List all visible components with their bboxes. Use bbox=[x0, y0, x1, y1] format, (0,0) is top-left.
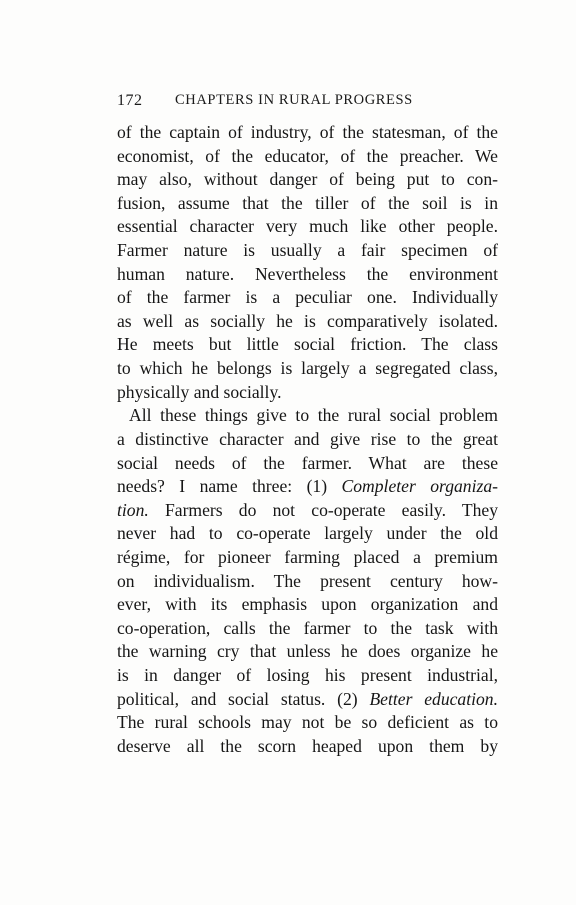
text-line-mixed bbox=[117, 499, 498, 523]
text-line: the warning cry that unless he does organize he bbox=[117, 641, 498, 662]
page-header bbox=[117, 92, 497, 114]
text-line: a distinctive character and give rise to the great bbox=[117, 428, 498, 449]
body-text bbox=[117, 121, 498, 758]
text-line: economist, of the educator, of the preacher. We bbox=[117, 145, 498, 166]
text-line: to which he belongs is largely a segregated class, bbox=[117, 358, 498, 379]
text-line-mixed bbox=[117, 475, 498, 499]
text-line: is in danger of losing his present industrial, bbox=[117, 665, 498, 686]
text-line: The rural schools may not be so deficient as to bbox=[117, 712, 498, 733]
text-line: never had to co-operate largely under the old bbox=[117, 523, 498, 544]
text-line: of the farmer is a peculiar one. Individually bbox=[117, 287, 498, 308]
text-line: deserve all the scorn heaped upon them by bbox=[117, 735, 498, 756]
text-line: as well as socially he is comparatively isolated. bbox=[117, 310, 498, 331]
text-line: Farmer nature is usually a fair specimen of bbox=[117, 240, 498, 261]
text-line: fusion, assume that the tiller of the soil is in bbox=[117, 192, 498, 213]
text-line: physically and socially. bbox=[117, 381, 282, 402]
text-line: social needs of the farmer. What are these bbox=[117, 452, 498, 473]
text-line: co-operation, calls the farmer to the task with bbox=[117, 617, 498, 638]
text-line: régime, for pioneer farming placed a premium bbox=[117, 546, 498, 567]
page-number: 172 bbox=[117, 92, 143, 109]
text-line: He meets but little social friction. The class bbox=[117, 334, 498, 355]
italic-phrase: Completer organiza- bbox=[341, 476, 498, 497]
text-segment: political, and social status. (2) bbox=[117, 688, 370, 709]
paragraph-first-line: All these things give to the rural social problem bbox=[129, 405, 498, 426]
text-line: human nature. Nevertheless the environment bbox=[117, 263, 498, 284]
text-line: on individualism. The present century how- bbox=[117, 570, 498, 591]
italic-phrase: Better education. bbox=[369, 688, 498, 709]
text-line: of the captain of industry, of the statesman, of the bbox=[117, 122, 498, 142]
text-segment: needs? I name three: (1) bbox=[117, 476, 342, 497]
text-line-mixed bbox=[117, 688, 498, 712]
italic-phrase: tion. bbox=[117, 499, 149, 520]
text-segment: Farmers do not co-operate easily. They bbox=[148, 499, 498, 520]
running-head: CHAPTERS IN RURAL PROGRESS bbox=[175, 92, 413, 108]
text-line: may also, without danger of being put to con- bbox=[117, 169, 498, 190]
text-line: essential character very much like other people. bbox=[117, 216, 498, 237]
text-line: ever, with its emphasis upon organization and bbox=[117, 594, 498, 615]
